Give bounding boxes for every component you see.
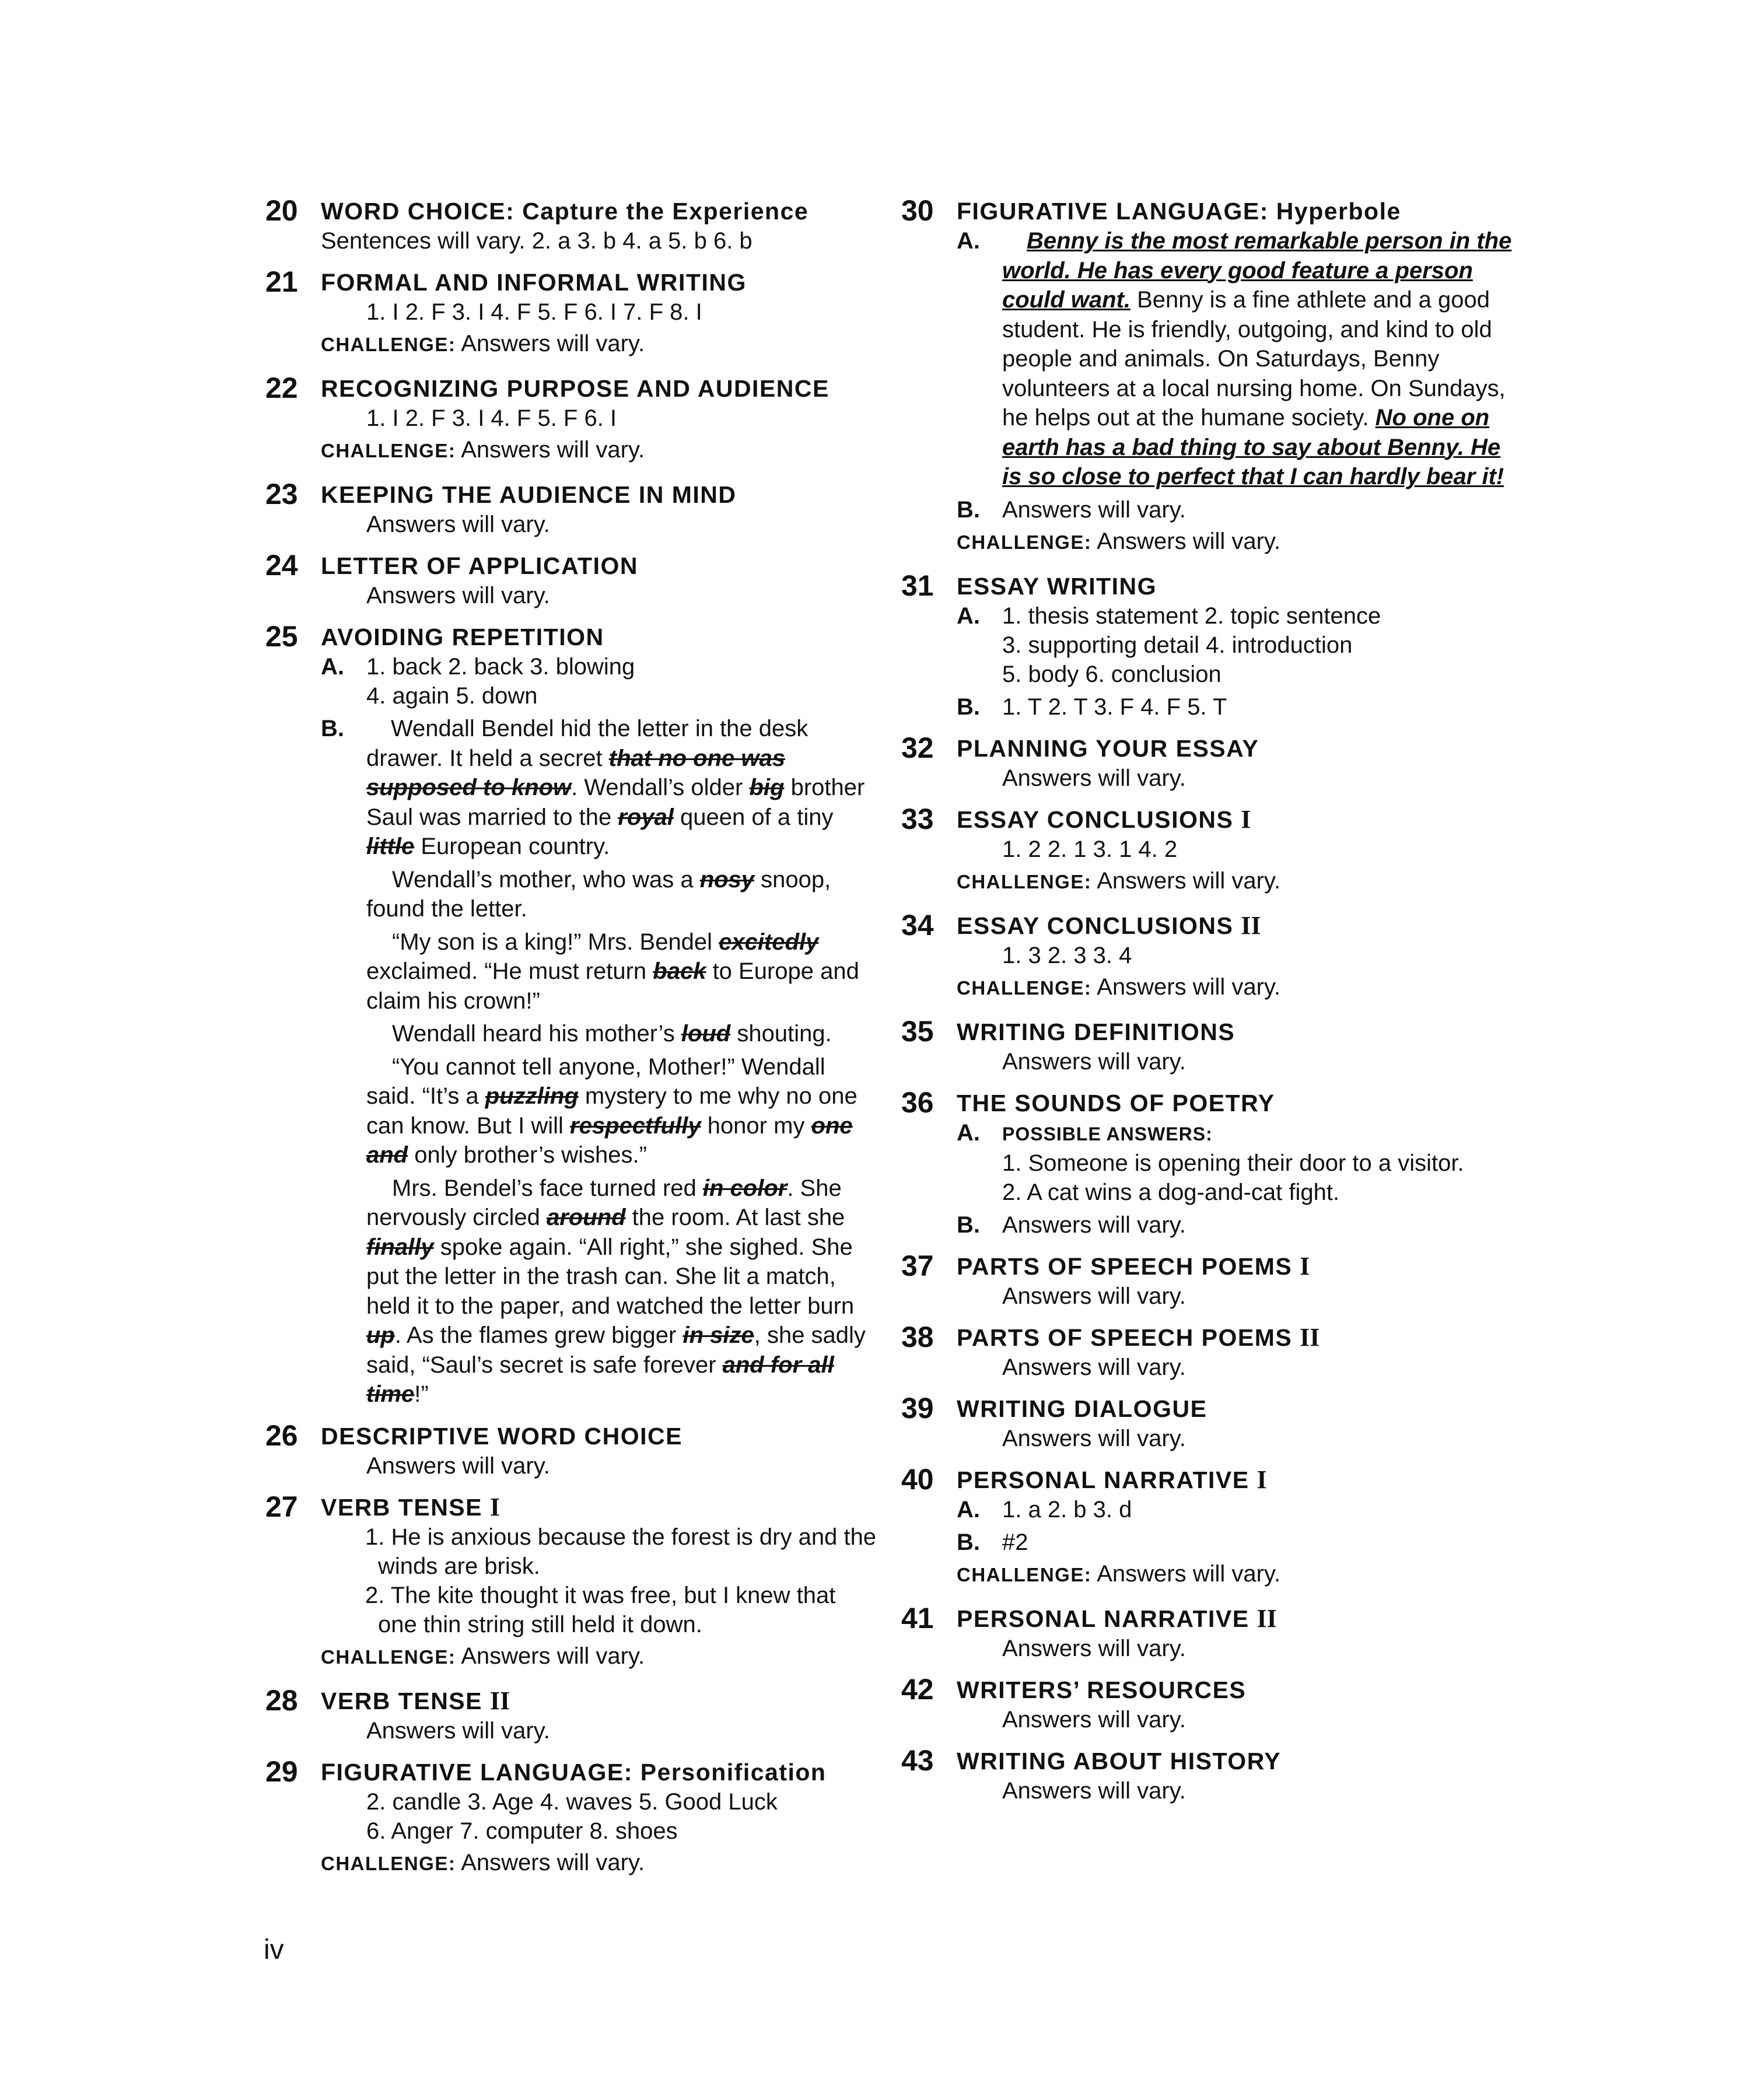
answer-line: Answers will vary.	[1002, 1354, 1186, 1380]
text: Mrs. Bendel’s face turned red	[392, 1175, 703, 1201]
answer-line: 1. T 2. T 3. F 4. F 5. T	[1002, 694, 1227, 720]
right-column	[901, 196, 1525, 1817]
challenge-text: Answers will vary.	[1097, 974, 1281, 1000]
title-roman: II	[1256, 1604, 1277, 1633]
section-number: 34	[901, 908, 934, 942]
title-roman: II	[1300, 1322, 1320, 1352]
section-number: 38	[901, 1320, 934, 1353]
answer-line: Answers will vary.	[1002, 1425, 1186, 1451]
answer-line: 1. Someone is opening their door to a visitor.	[1002, 1150, 1464, 1176]
answer-line: 6. Anger 7. computer 8. shoes	[366, 1818, 678, 1844]
answer-line: 5. body 6. conclusion	[1002, 661, 1222, 687]
part-a	[957, 226, 1525, 492]
section-title	[957, 911, 1525, 941]
section-32	[901, 733, 1525, 793]
answer-line: 1. I 2. F 3. I 4. F 5. F 6. I	[366, 405, 617, 431]
section-42	[901, 1672, 1525, 1734]
deleted-word: loud	[681, 1021, 731, 1046]
deleted-word: little	[366, 834, 415, 859]
section-title: WRITERS’ RESOURCES	[957, 1676, 1247, 1703]
hyperbole-text: No one on earth has a bad thing to say about Benny. He is so close to perfect that I can hardly bear it!	[1002, 405, 1504, 489]
title-text: PARTS OF SPEECH POEMS	[957, 1252, 1300, 1280]
page-number: iv	[264, 1934, 284, 1965]
answer-line: 1. thesis statement 2. topic sentence	[1002, 603, 1381, 629]
section-title	[957, 1251, 1525, 1282]
part-label: B.	[321, 716, 344, 741]
story-paragraph	[366, 865, 878, 924]
section-title: FORMAL AND INFORMAL WRITING	[321, 269, 747, 296]
part-b	[957, 692, 1525, 722]
challenge-text: Answers will vary.	[461, 437, 645, 463]
section-36	[901, 1088, 1525, 1240]
section-number: 27	[265, 1490, 298, 1523]
answer-line: 1. a 2. b 3. d	[1002, 1496, 1132, 1522]
deleted-word: up	[366, 1322, 395, 1348]
section-title: KEEPING THE AUDIENCE IN MIND	[321, 481, 737, 508]
text: spoke again. “All right,” she sighed. She put the letter in the trash can. She lit a match, held it to the paper, and watched the letter burn	[366, 1234, 855, 1319]
text: snoop, found the letter.	[366, 866, 831, 922]
deleted-word: respectfully	[570, 1112, 701, 1139]
section-title: FIGURATIVE LANGUAGE: Hyperbole	[957, 198, 1401, 225]
challenge-label: CHALLENGE:	[957, 531, 1092, 553]
story-paragraph	[366, 1174, 878, 1409]
part-a	[957, 1495, 1525, 1524]
challenge-label: CHALLENGE:	[321, 1646, 456, 1668]
answer-line: Answers will vary.	[1002, 1283, 1186, 1309]
section-28	[265, 1686, 878, 1745]
section-title	[957, 1604, 1525, 1634]
part-label: B.	[957, 1529, 980, 1555]
title-text: PARTS OF SPEECH POEMS	[957, 1324, 1300, 1351]
part-b	[957, 1210, 1525, 1240]
section-34	[901, 908, 1525, 1005]
part-label: B.	[957, 496, 980, 523]
answer-line: Answers will vary.	[1002, 1777, 1186, 1804]
possible-answers-text: POSSIBLE ANSWERS:	[1002, 1123, 1213, 1144]
answer-line: Answers will vary.	[366, 512, 550, 537]
answer-line: Answers will vary.	[366, 1452, 550, 1479]
part-label: A.	[957, 1119, 980, 1146]
answer-line: 1. 3 2. 3 3. 4	[1002, 942, 1132, 968]
text: . As the flames grew bigger	[394, 1322, 683, 1348]
section-number: 39	[901, 1391, 934, 1424]
section-title	[957, 804, 1525, 835]
challenge-label: CHALLENGE:	[321, 334, 456, 355]
section-number: 41	[901, 1601, 934, 1634]
challenge-label: CHALLENGE:	[321, 440, 456, 461]
section-41	[901, 1601, 1525, 1663]
section-33	[901, 804, 1525, 899]
text: Wendall Bendel hid the letter in the desk drawer. It held a secret	[366, 716, 808, 771]
title-roman: I	[489, 1492, 501, 1521]
title-text: ESSAY CONCLUSIONS	[957, 912, 1241, 939]
deleted-word: in size	[682, 1322, 754, 1348]
answer-line: Answers will vary.	[1002, 1706, 1186, 1732]
text: brother Saul was married to the	[366, 775, 865, 830]
title-roman: I	[1241, 804, 1251, 834]
challenge-line	[957, 864, 1525, 899]
answer-line: Answers will vary.	[366, 1717, 550, 1744]
challenge-label: CHALLENGE:	[957, 1563, 1092, 1586]
section-30	[901, 196, 1525, 559]
section-number: 37	[901, 1249, 934, 1282]
part-label: B.	[957, 1212, 980, 1238]
part-label: B.	[957, 694, 980, 720]
title-roman: I	[1256, 1465, 1267, 1494]
part-label: A.	[321, 654, 344, 680]
answer-line: 1. I 2. F 3. I 4. F 5. F 6. I 7. F 8. I	[366, 299, 702, 325]
part-a	[957, 1118, 1525, 1207]
challenge-label: CHALLENGE:	[957, 870, 1092, 892]
challenge-line	[321, 1846, 878, 1881]
section-number: 25	[265, 620, 298, 653]
section-title	[321, 1492, 878, 1522]
section-title: PLANNING YOUR ESSAY	[957, 734, 1259, 762]
text: . She nervously circled	[366, 1175, 842, 1230]
answer-item: 1. He is anxious because the forest is dry and the winds are brisk.	[365, 1524, 877, 1579]
text: , she sadly said, “Saul’s secret is safe forever	[366, 1322, 866, 1378]
section-number: 20	[265, 194, 298, 227]
section-number: 28	[265, 1684, 298, 1717]
section-number: 30	[901, 194, 934, 227]
section-number: 33	[901, 802, 934, 835]
text: honor my	[701, 1112, 811, 1139]
title-text: PERSONAL NARRATIVE	[957, 1466, 1257, 1493]
section-number: 22	[265, 372, 298, 404]
part-label: A.	[957, 603, 980, 629]
deleted-word: and for all time	[366, 1352, 834, 1407]
section-title	[321, 1686, 878, 1716]
text: the room. At last she	[625, 1205, 845, 1230]
answer-line: Answers will vary.	[1002, 1635, 1186, 1661]
section-number: 26	[265, 1419, 298, 1452]
section-title: FIGURATIVE LANGUAGE: Personification	[321, 1758, 827, 1786]
section-number: 36	[901, 1086, 934, 1119]
part-a	[957, 601, 1525, 689]
challenge-text: Answers will vary.	[1097, 528, 1281, 554]
deleted-word: nosy	[699, 866, 755, 892]
answer-line: 3. supporting detail 4. introduction	[1002, 632, 1353, 658]
hyperbole-text: Benny is the most remarkable person in the world. He has every good feature a person could want.	[1002, 228, 1512, 313]
section-21	[265, 267, 878, 362]
section-number: 42	[901, 1672, 934, 1706]
section-title: THE SOUNDS OF POETRY	[957, 1089, 1275, 1116]
section-number: 23	[265, 478, 298, 510]
answer-line: 1. 2 2. 1 3. 1 4. 2	[1002, 836, 1178, 862]
part-b	[957, 495, 1525, 524]
text: only brother’s wishes.”	[408, 1142, 647, 1168]
text: exclaimed. “He must return	[366, 958, 653, 984]
answer-line: Answers will vary.	[1002, 765, 1186, 791]
deleted-word: finally	[366, 1234, 434, 1260]
answer-line: 2. candle 3. Age 4. waves 5. Good Luck	[366, 1788, 778, 1815]
section-title: AVOIDING REPETITION	[321, 624, 604, 650]
section-37	[901, 1251, 1525, 1311]
answer-line: Sentences will vary. 2. a 3. b 4. a 5. b 6. b	[321, 228, 752, 254]
section-35	[901, 1014, 1525, 1076]
section-40	[901, 1462, 1525, 1592]
answer-line: Answers will vary.	[366, 583, 550, 608]
text: shouting.	[730, 1021, 832, 1046]
hyperbole-paragraph	[1002, 226, 1525, 492]
section-title: WORD CHOICE: Capture the Experience	[321, 198, 809, 225]
title-text: VERB TENSE	[321, 1687, 490, 1714]
left-column	[265, 196, 878, 1892]
title-roman: II	[1241, 911, 1261, 940]
challenge-line	[321, 1639, 878, 1674]
part-b	[321, 714, 878, 1409]
title-roman: I	[1300, 1251, 1310, 1280]
section-number: 29	[265, 1755, 298, 1788]
challenge-line	[321, 327, 878, 362]
part-b	[957, 1528, 1525, 1557]
text: to Europe and claim his crown!”	[366, 958, 859, 1014]
deleted-word: in color	[702, 1175, 788, 1201]
section-38	[901, 1322, 1525, 1382]
deleted-word: that no one was supposed to know	[366, 745, 786, 800]
answer-line: Answers will vary.	[1002, 1212, 1186, 1238]
part-a	[321, 652, 878, 710]
section-22	[265, 373, 878, 468]
section-number: 31	[901, 569, 934, 602]
section-number: 21	[265, 265, 298, 298]
text: European country.	[414, 834, 610, 859]
possible-answers-label	[1002, 1118, 1525, 1149]
story-paragraph	[366, 928, 878, 1016]
section-number: 24	[265, 549, 298, 582]
text: “You cannot tell anyone, Mother!” Wendall said. “It’s a	[366, 1054, 825, 1109]
answer-line: 4. again 5. down	[366, 683, 538, 709]
challenge-line	[957, 970, 1525, 1005]
challenge-text: Answers will vary.	[461, 331, 645, 356]
deleted-word: puzzling	[485, 1083, 579, 1109]
challenge-text: Answers will vary.	[1097, 1560, 1281, 1587]
challenge-text: Answers will vary.	[461, 1849, 645, 1875]
section-31	[901, 571, 1525, 722]
text: Wendall’s mother, who was a	[392, 866, 700, 892]
text: queen of a tiny	[673, 804, 834, 830]
title-text: PERSONAL NARRATIVE	[957, 1605, 1257, 1632]
section-number: 32	[901, 731, 934, 764]
section-title: RECOGNIZING PURPOSE AND AUDIENCE	[321, 375, 830, 402]
answer-line: Answers will vary.	[1002, 496, 1186, 523]
challenge-text: Answers will vary.	[1097, 867, 1281, 894]
text: mystery to me why no one can know. But I will	[366, 1083, 858, 1139]
story-paragraph	[366, 1052, 878, 1170]
section-title: WRITING ABOUT HISTORY	[957, 1747, 1282, 1774]
section-title: WRITING DEFINITIONS	[957, 1018, 1236, 1045]
story-paragraph	[366, 1019, 878, 1049]
challenge-text: Answers will vary.	[461, 1643, 645, 1669]
section-title: DESCRIPTIVE WORD CHOICE	[321, 1422, 682, 1450]
text: “My son is a king!” Mrs. Bendel	[392, 929, 719, 955]
section-26	[265, 1421, 878, 1480]
title-roman: II	[489, 1686, 510, 1715]
section-title	[957, 1322, 1525, 1353]
challenge-label: CHALLENGE:	[957, 977, 1092, 999]
section-number: 35	[901, 1014, 934, 1048]
challenge-label: CHALLENGE:	[321, 1852, 456, 1874]
answer-line: Answers will vary.	[1002, 1048, 1186, 1074]
section-number: 40	[901, 1462, 934, 1496]
deleted-word: excitedly	[719, 929, 819, 955]
challenge-line	[957, 1557, 1525, 1592]
part-label: A.	[957, 1496, 980, 1522]
section-20	[265, 196, 878, 256]
title-text: VERB TENSE	[321, 1493, 490, 1521]
section-39	[901, 1391, 1525, 1453]
challenge-line	[321, 433, 878, 468]
section-43	[901, 1746, 1525, 1805]
section-number: 43	[901, 1744, 934, 1777]
answer-line: #2	[1002, 1529, 1028, 1555]
section-title	[957, 1465, 1525, 1495]
answer-line: 1. back 2. back 3. blowing	[366, 654, 635, 680]
story-paragraph	[366, 714, 878, 862]
section-25	[265, 622, 878, 1409]
deleted-word: royal	[618, 804, 674, 830]
deleted-word: around	[547, 1205, 626, 1230]
section-29	[265, 1757, 878, 1881]
answer-line: 2. A cat wins a dog-and-cat fight.	[1002, 1179, 1340, 1205]
title-text: ESSAY CONCLUSIONS	[957, 806, 1241, 833]
text: . Wendall’s older	[571, 775, 750, 800]
section-27	[265, 1492, 878, 1674]
challenge-line	[957, 524, 1525, 559]
section-title: LETTER OF APPLICATION	[321, 552, 638, 579]
text: Benny is a fine athlete and a good student. He is friendly, outgoing, and kind to old people and animals. On Saturdays, Benny volunteers at a local nursing home. On Sundays, he helps out at the humane society.	[1002, 287, 1506, 430]
text: !”	[414, 1381, 429, 1407]
text: Wendall heard his mother’s	[392, 1021, 681, 1046]
section-23	[265, 480, 878, 539]
part-label: A.	[957, 228, 980, 254]
deleted-word: big	[749, 775, 785, 800]
section-24	[265, 551, 878, 610]
deleted-word: back	[653, 958, 706, 984]
deleted-word: one and	[366, 1112, 853, 1168]
answer-item: 2. The kite thought it was free, but I knew that one thin string still held it down.	[365, 1582, 836, 1637]
section-title: ESSAY WRITING	[957, 572, 1157, 600]
section-title: WRITING DIALOGUE	[957, 1395, 1208, 1422]
